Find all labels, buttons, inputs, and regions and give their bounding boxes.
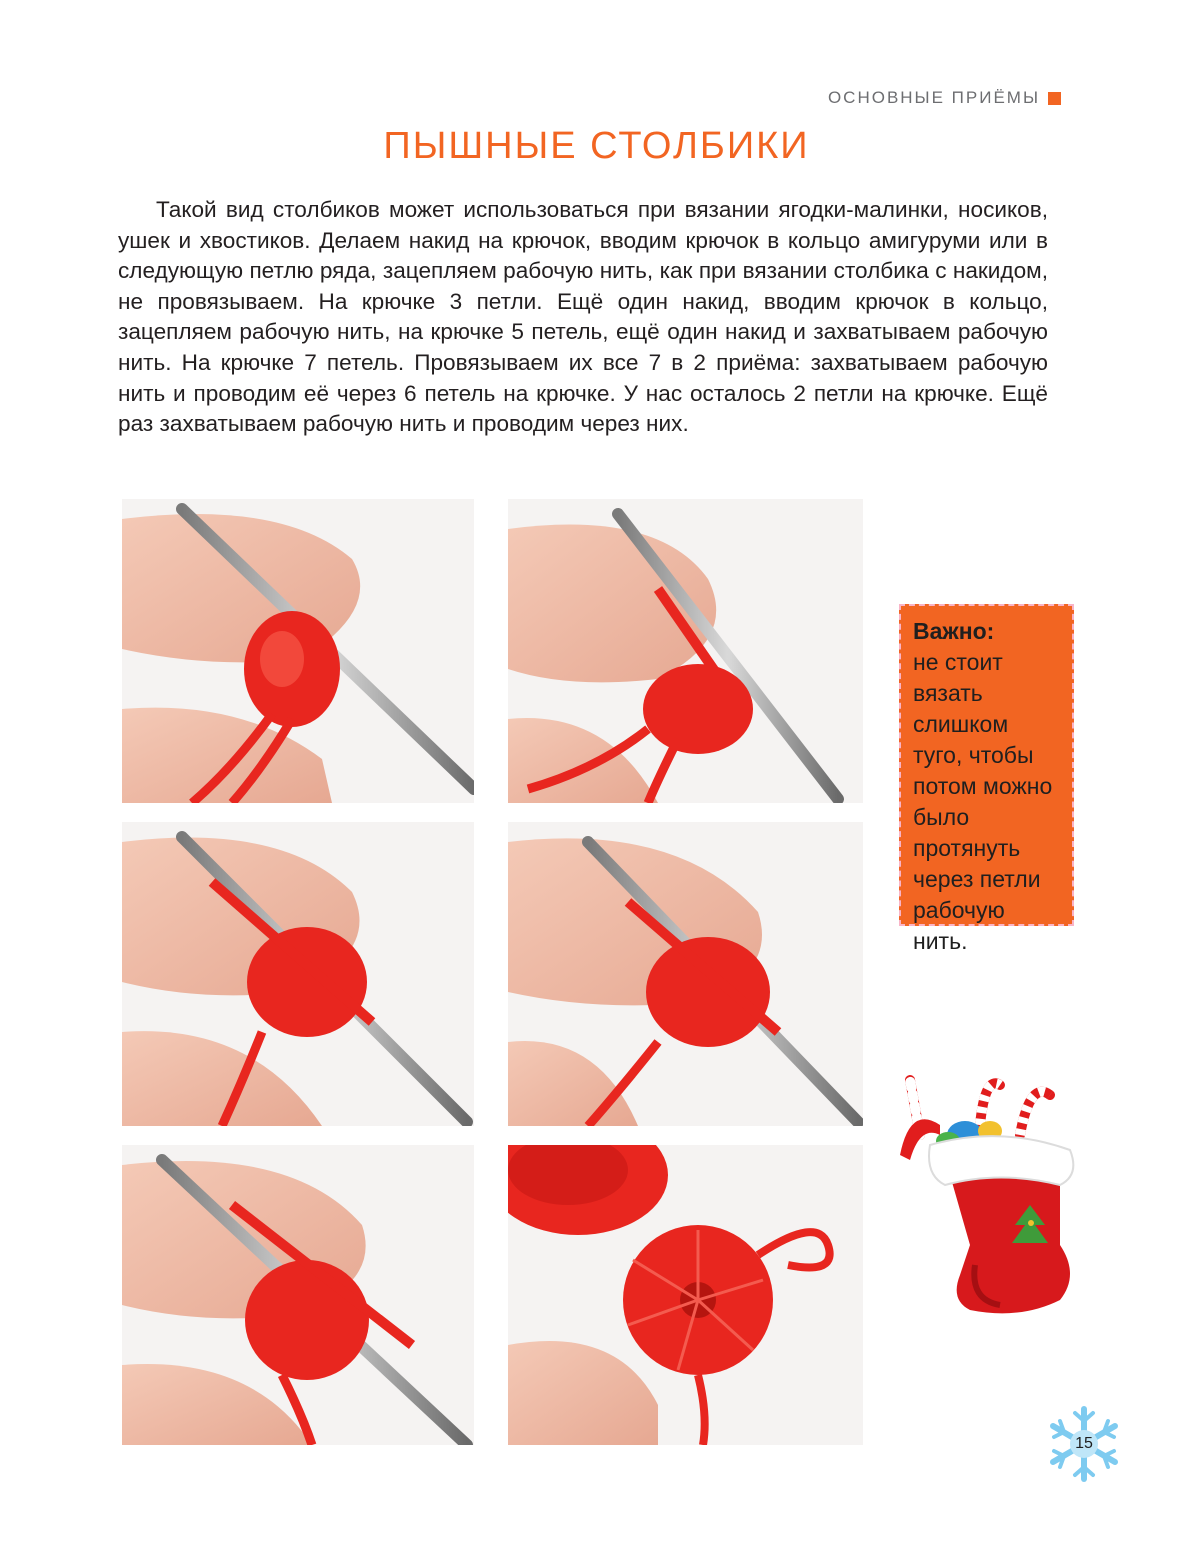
section-label-text: ОСНОВНЫЕ ПРИЁМЫ — [827, 88, 1040, 107]
page-number-badge — [1045, 1405, 1123, 1483]
step-1-photo — [122, 499, 474, 803]
step-4-photo — [508, 822, 863, 1126]
step-2-photo — [508, 499, 863, 803]
step-6-photo — [508, 1145, 863, 1445]
step-3-photo — [122, 822, 474, 1126]
page-title: ПЫШНЫЕ СТОЛБИКИ — [383, 125, 810, 167]
crochet-hook-yarn-icon — [122, 1145, 474, 1445]
body-paragraph: Такой вид столбиков может использоваться при вязании ягодки-малинки, носиков, ушек и хвостиков. Делаем накид на крючок, вводим крючок в кольцо амигуруми или в следующую петлю ряда, зацепляем рабочую нить, как при вязании столбика с накидом, не провязываем. На крючке 3 петли. Ещё один накид, вводим крючок в кольцо, зацепляем рабочую нить, на крючке 5 петель, ещё один накид и захватываем рабочую нить. На крючке 7 петель. Провязываем их все 7 в 2 приёма: захватываем рабочую нить и проводим её через 6 петель на крючке. У нас осталось 2 петли на крючке. Ещё раз захватываем рабочую нить и проводим через них. — [118, 197, 1048, 437]
note-heading: Важно: — [913, 618, 995, 644]
section-label — [828, 88, 1061, 108]
crochet-hook-yarn-icon — [122, 499, 474, 803]
step-5-photo — [122, 1145, 474, 1445]
puff-stitch-result-icon — [508, 1145, 863, 1445]
orange-square-icon — [1048, 92, 1061, 105]
note-text: не стоит вязать слишком туго, чтобы потом можно было протянуть через петли рабочую нить. — [913, 649, 1053, 954]
crochet-hook-yarn-icon — [122, 822, 474, 1126]
christmas-stocking-icon — [890, 1065, 1090, 1320]
crochet-hook-yarn-icon — [508, 499, 863, 803]
important-note — [899, 604, 1074, 954]
page-number: 15 — [1075, 1435, 1093, 1452]
crochet-hook-yarn-icon — [508, 822, 863, 1126]
